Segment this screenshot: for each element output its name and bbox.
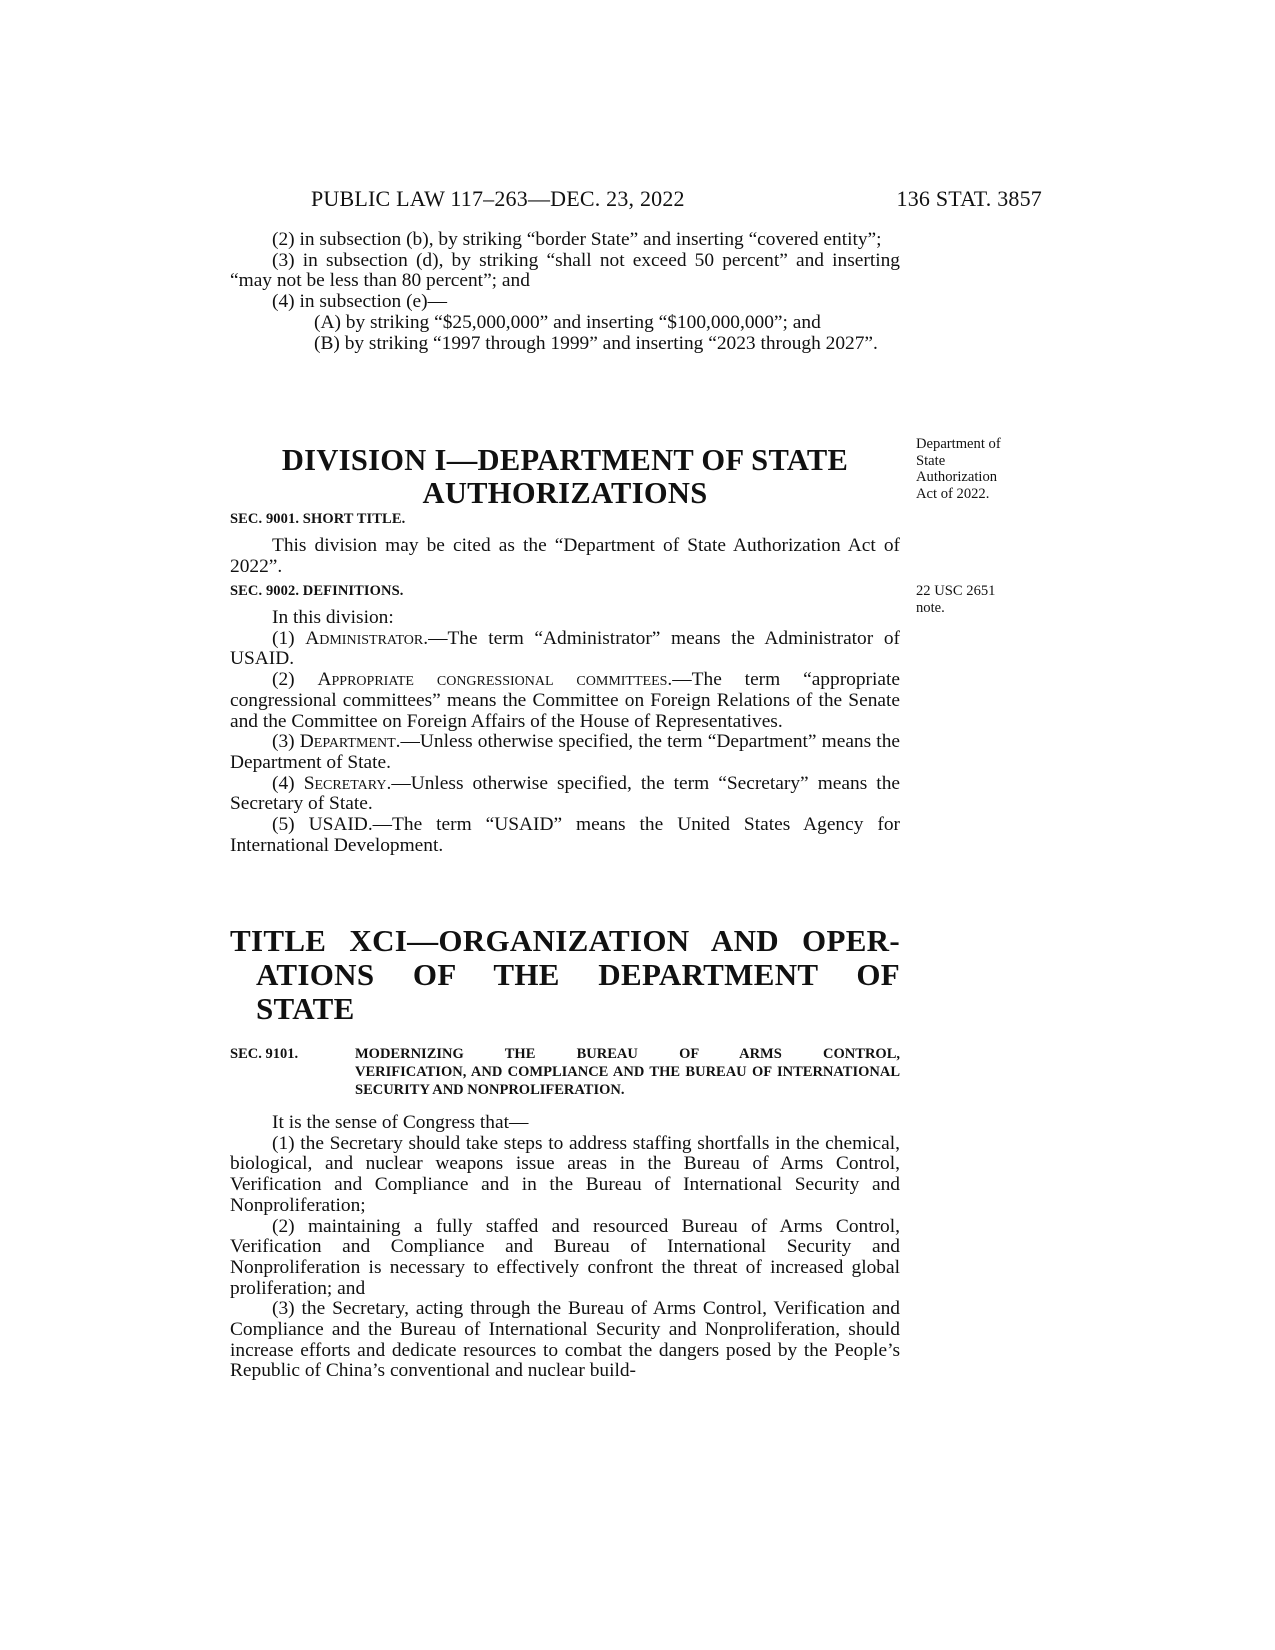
definition-committees [230, 670, 900, 732]
definition-term: Administrator [305, 627, 424, 649]
intro-paragraph-2: (2) in subsection (b), by striking “border State” and inserting “covered entity”; [272, 229, 882, 250]
header-stat-page: 136 STAT. 3857 [896, 186, 1042, 211]
definition-text: .—The term “Administrator” means the Administrator of USAID. [230, 627, 900, 670]
division-heading [230, 444, 900, 510]
definition-secretary [230, 774, 900, 815]
margin-note-line: State [916, 452, 946, 469]
definitions-lead: In this division: [272, 607, 394, 628]
margin-note-line: 22 USC 2651 [916, 583, 996, 599]
sec-9101-number: SEC. 9101. [230, 1046, 299, 1062]
definition-department [230, 732, 900, 773]
definition-number: (1) [272, 627, 295, 649]
sec-9001-text: This division may be cited as the “Department of State Authorization Act of 2022”. [230, 535, 900, 577]
intro-subparagraph-a: (A) by striking “$25,000,000” and inserting “$100,000,000”; and [314, 311, 821, 333]
definition-number: (2) [272, 669, 295, 691]
sense-of-congress-lead: It is the sense of Congress that— [272, 1112, 529, 1133]
margin-note-line: Department of [916, 436, 1001, 452]
definition-number: (4) [272, 772, 295, 794]
sec-9101-title [355, 1045, 900, 1099]
header-public-law: PUBLIC LAW 117–263—DEC. 23, 2022 [311, 186, 685, 211]
margin-note-line: Act of 2022. [916, 485, 990, 502]
title-xci-line-1: TITLE XCI—ORGANIZATION AND OPER- [230, 923, 900, 958]
sec-9101-title-line-1: MODERNIZING THE BUREAU OF ARMS CONTROL, [355, 1046, 900, 1062]
definition-text: .—The term “appropriate congressional committees” means the Committee on Foreign Relations of the Senate and the Committee on Foreign Affairs of the House of Representatives. [230, 669, 900, 732]
definition-term: Secretary [303, 772, 387, 794]
page-header [311, 186, 1042, 216]
sec-9101-body [230, 1113, 900, 1382]
sense-paragraph-1: (1) the Secretary should take steps to address staffing shortfalls in the chemical, biological, and nuclear weapons issue areas in the Bureau of Arms Control, Verification and Compliance and in the Bureau of International Security and Nonproliferation; [230, 1132, 900, 1216]
sense-paragraph-3: (3) the Secretary, acting through the Bureau of Arms Control, Verification and Compliance and the Bureau of International Security and Nonproliferation, should increase efforts and dedicate resources to combat the dangers posed by the People’s Republic of China’s conventional and nuclear build- [230, 1298, 900, 1382]
margin-note-line: Authorization [916, 469, 998, 485]
definition-usaid: (5) USAID.—The term “USAID” means the United States Agency for International Development. [230, 814, 900, 856]
margin-note-division [916, 436, 1026, 502]
definition-text: .—Unless otherwise specified, the term “Department” means the Department of State. [230, 731, 900, 773]
division-heading-line-2: AUTHORIZATIONS [422, 476, 708, 510]
sec-9002-body [230, 608, 900, 856]
definition-administrator [230, 629, 900, 670]
title-xci-line-3: STATE [256, 991, 355, 1026]
title-xci-heading [230, 924, 900, 1026]
intro-amendments [230, 230, 900, 354]
margin-note-definitions [916, 583, 1026, 616]
definition-term: Appropriate congressional committees [317, 669, 668, 691]
intro-paragraph-4: (4) in subsection (e)— [272, 291, 448, 313]
sec-9101-heading [230, 1045, 900, 1099]
sec-9101-title-rest: VERIFICATION, AND COMPLIANCE AND THE BUREAU OF INTERNATIONAL SECURITY AND NONPROLIFERATION. [355, 1064, 900, 1098]
definition-term: Department [299, 731, 396, 753]
definition-text: .—Unless otherwise specified, the term “Secretary” means the Secretary of State. [230, 772, 900, 815]
intro-paragraph-3: (3) in subsection (d), by striking “shall not exceed 50 percent” and inserting “may not be less than 80 percent”; and [230, 249, 900, 292]
division-heading-line-1: DIVISION I—DEPARTMENT OF STATE [281, 443, 849, 477]
sec-9001-body [230, 536, 900, 577]
intro-subparagraph-b: (B) by striking “1997 through 1999” and inserting “2023 through 2027”. [314, 332, 878, 354]
definition-number: (3) [272, 731, 295, 753]
title-xci-line-2: ATIONS OF THE DEPARTMENT OF [256, 957, 900, 992]
sec-9001-heading: SEC. 9001. SHORT TITLE. [230, 511, 406, 527]
sec-9002-heading: SEC. 9002. DEFINITIONS. [230, 583, 404, 599]
margin-note-line: note. [916, 599, 945, 616]
sense-paragraph-2: (2) maintaining a fully staffed and resourced Bureau of Arms Control, Verification and Compliance and Bureau of International Security and Nonproliferation is necessary to effectively confront the threat of increased global proliferation; and [230, 1215, 900, 1299]
